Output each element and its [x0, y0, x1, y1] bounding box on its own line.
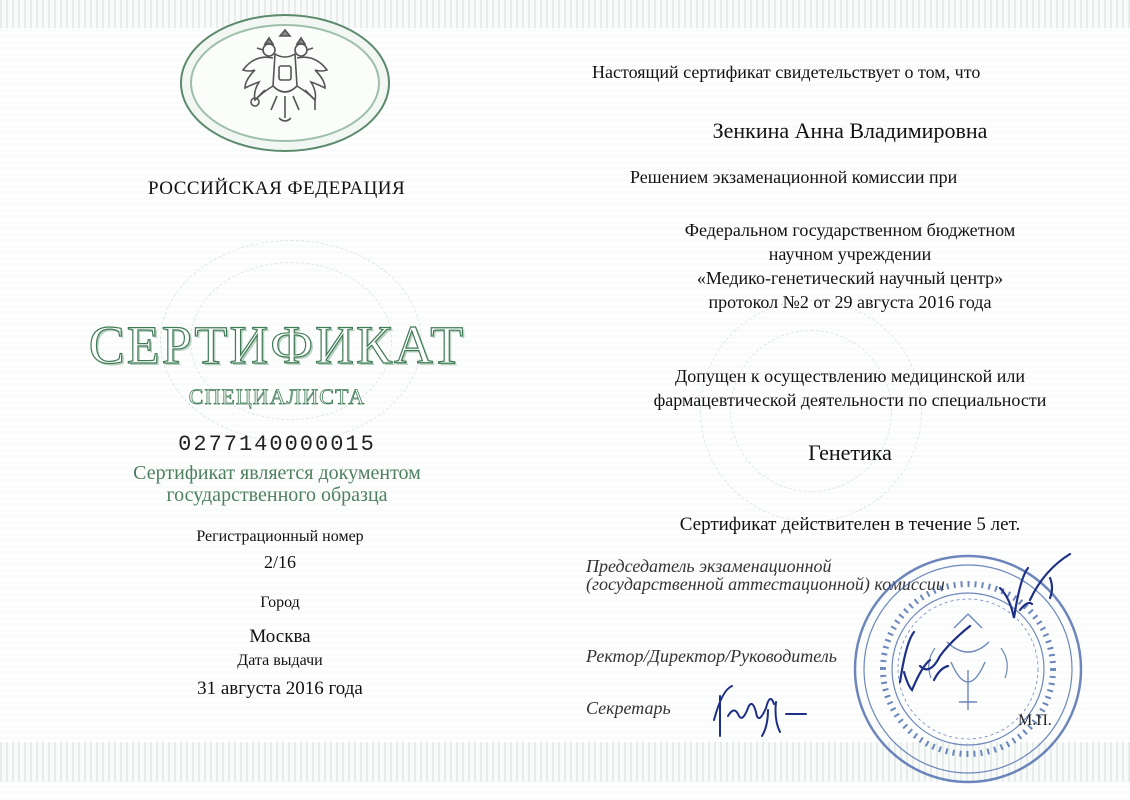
city-value: Москва: [249, 626, 311, 647]
organization-line-2: научном учреждении: [768, 244, 932, 264]
city-label: Город: [260, 594, 300, 611]
admitted-line-1: Допущен к осуществлению медицинской или: [675, 366, 1025, 386]
validity-statement: Сертификат действителен в течение 5 лет.: [679, 514, 1021, 535]
issue-date-value: 31 августа 2016 года: [197, 678, 363, 699]
secretary-title: Секретарь: [586, 698, 671, 718]
rector-signature-icon: [890, 622, 980, 702]
organization-line-1: Федеральном государственном бюджетном: [684, 220, 1016, 240]
chairman-signature-icon: [990, 548, 1090, 624]
certificate-number: 0277140000015: [178, 432, 376, 457]
right-guilloche-inner: [730, 330, 892, 492]
top-ornament-border: [0, 0, 1130, 28]
issue-date-label: Дата выдачи: [237, 652, 323, 669]
document-status-line-1: Сертификат является документом: [133, 462, 421, 484]
stamp-place-mark: М.П.: [1018, 712, 1052, 729]
rector-title: Ректор/Директор/Руководитель: [586, 646, 837, 666]
double-headed-eagle-icon: [235, 24, 335, 136]
chairman-title-line-2: (государственной аттестационной) комиссии: [586, 574, 945, 594]
secretary-signature-icon: [706, 676, 810, 746]
holder-name: Зенкина Анна Владимировна: [712, 118, 988, 143]
admitted-line-2: фармацевтической деятельности по специальности: [653, 390, 1047, 410]
certificate-title: СЕРТИФИКАТ: [88, 315, 466, 375]
protocol-line: протокол №2 от 29 августа 2016 года: [708, 292, 992, 312]
registration-number-value: 2/16: [263, 552, 296, 572]
registration-number-label: Регистрационный номер: [196, 528, 364, 545]
country-name: РОССИЙСКАЯ ФЕДЕРАЦИЯ: [148, 178, 406, 199]
specialty: Генетика: [808, 440, 892, 465]
chairman-title-line-1: Председатель экзаменационной: [586, 556, 832, 576]
coat-of-arms-emblem: [180, 14, 390, 152]
organization-line-3: «Медико-генетический научный центр»: [696, 268, 1004, 288]
document-status-line-2: государственного образца: [166, 484, 388, 506]
commission-decision: Решением экзаменационной комиссии при: [630, 167, 958, 187]
intro-text: Настоящий сертификат свидетельствует о том, что: [592, 62, 981, 82]
certificate-subtitle: СПЕЦИАЛИСТА: [188, 384, 366, 409]
